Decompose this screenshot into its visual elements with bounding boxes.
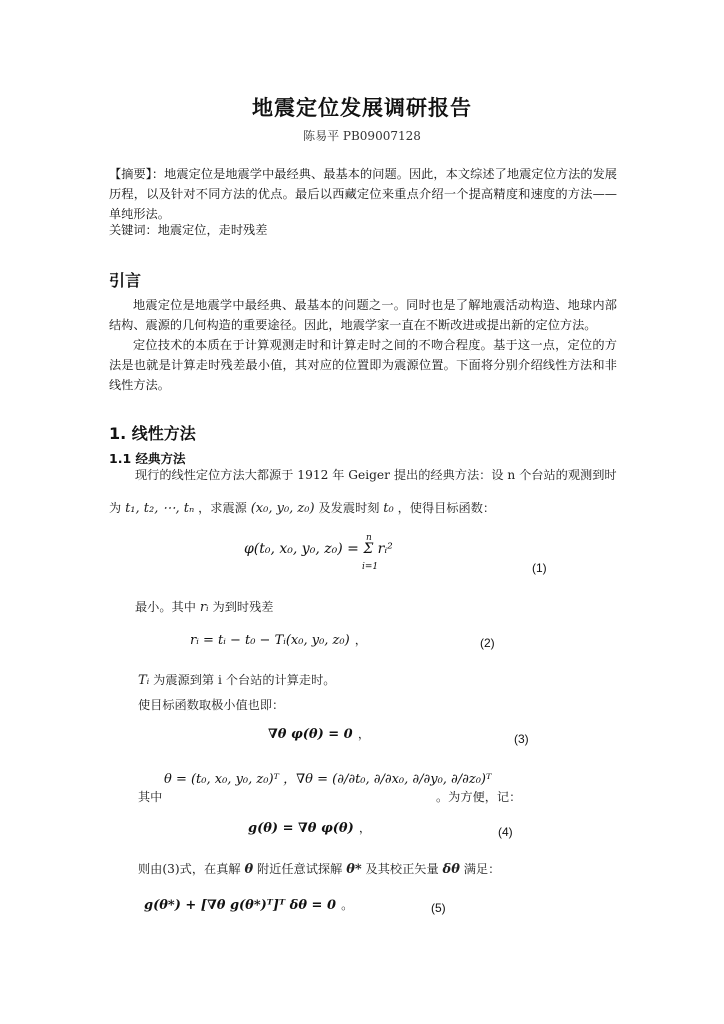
keywords: 关键词：地震定位，走时残差 — [109, 223, 268, 237]
method-intro-line: 现行的线性定位方法大都源于 1912 年 Geiger 提出的经典方法：设 n 个台站的观测到时 — [135, 468, 617, 482]
travel-time-symbol: Tᵢ — [138, 673, 150, 688]
text: 及发震时刻 — [318, 501, 380, 515]
equation-2: rᵢ = tᵢ − t₀ − Tᵢ(x₀, y₀, z₀) — [190, 633, 350, 648]
equation-4-number: (4) — [498, 825, 513, 839]
residual-symbol: rᵢ — [199, 600, 209, 615]
author-line: 陈易平 PB09007128 — [303, 129, 421, 143]
where-label: 其中 — [138, 790, 163, 804]
section-1-heading: 1. 线性方法 — [109, 424, 196, 443]
equation-2-row — [190, 629, 367, 648]
text: 满足： — [463, 862, 501, 876]
intro-paragraph-2: 定位技术的本质在于计算观测走时和计算走时之间的不吻合程度。基于这一点，定位的方法是也就是计算走时残差最小值，其对应的位置即为震源位置。下面将分别介绍线性方法和非线性方法。 — [109, 338, 617, 392]
theta-definition: θ = (t₀, x₀, y₀, z₀)ᵀ ，∇θ = (∂/∂t₀, ∂/∂x₀, ∂/∂y₀, ∂/∂z₀)ᵀ — [164, 772, 492, 787]
text: 则由(3)式，在真解 — [138, 862, 241, 876]
correction-vector: δθ — [442, 862, 460, 877]
intro-heading: 引言 — [109, 271, 142, 290]
residual-line — [135, 598, 273, 615]
correction-line — [138, 860, 500, 877]
text: 为 — [109, 501, 122, 515]
origin-time: t₀ — [383, 501, 394, 516]
abstract: 【摘要】：地震定位是地震学中最经典、最基本的问题。因此，本文综述了地震定位方法的发展历程，以及针对不同方法的优点。最后以西藏定位来重点介绍一个提高精度和速度的方法——单纯形法。 — [109, 167, 617, 221]
objective-line — [109, 499, 495, 516]
paper-title: 地震定位发展调研报告 — [252, 96, 472, 120]
punctuation: ， — [354, 633, 367, 647]
travel-time-line — [138, 671, 335, 688]
trial-solution: θ* — [346, 862, 362, 877]
subsection-1-1-heading: 1.1 经典方法 — [109, 451, 186, 466]
equation-1-number: (1) — [532, 561, 547, 575]
equation-5: g(θ*) + [∇θ g(θ*)ᵀ]ᵀ δθ = 0 — [144, 898, 336, 913]
text: 及其校正矢量 — [365, 862, 439, 876]
equation-3-row — [268, 723, 370, 742]
text: 为到时残差 — [212, 600, 274, 614]
punctuation: ， — [357, 727, 370, 741]
sum-lower-limit: i=1 — [362, 562, 379, 572]
notation-line: 。为方便，记： — [436, 790, 522, 804]
text: 附近任意试探解 — [257, 862, 343, 876]
equation-2-number: (2) — [480, 636, 495, 650]
equation-3-number: (3) — [514, 732, 529, 746]
intro-paragraph-1: 地震定位是地震学中最经典、最基本的问题之一。同时也是了解地震活动构造、地球内部结构、震源的几何构造的重要途径。因此，地震学家一直在不断改进或提出新的定位方法。 — [109, 298, 617, 332]
minimize-line: 使目标函数取极小值也即： — [138, 698, 285, 712]
punctuation: ， — [358, 821, 372, 835]
text: ，使得目标函数： — [397, 501, 496, 515]
equation-5-number: (5) — [431, 901, 446, 915]
text: ，求震源 — [198, 501, 247, 515]
punctuation: 。 — [341, 898, 354, 912]
sum-upper-limit: n — [366, 533, 372, 543]
text: 为震源到第 i 个台站的计算走时。 — [153, 673, 336, 687]
text: 最小。其中 — [135, 600, 196, 614]
equation-3: ∇θ φ(θ) = 0 — [268, 727, 353, 742]
equation-1: φ(t₀, x₀, y₀, z₀) = Σ rᵢ² — [244, 541, 393, 557]
arrival-times: t₁, t₂, ⋯, tₙ — [125, 501, 195, 516]
equation-4: g(θ) = ∇θ φ(θ) — [248, 821, 354, 836]
equation-4-row — [248, 817, 371, 836]
true-solution: θ — [244, 862, 254, 877]
source-coordinates: (x₀, y₀, z₀) — [250, 501, 315, 516]
equation-5-row — [144, 894, 353, 913]
